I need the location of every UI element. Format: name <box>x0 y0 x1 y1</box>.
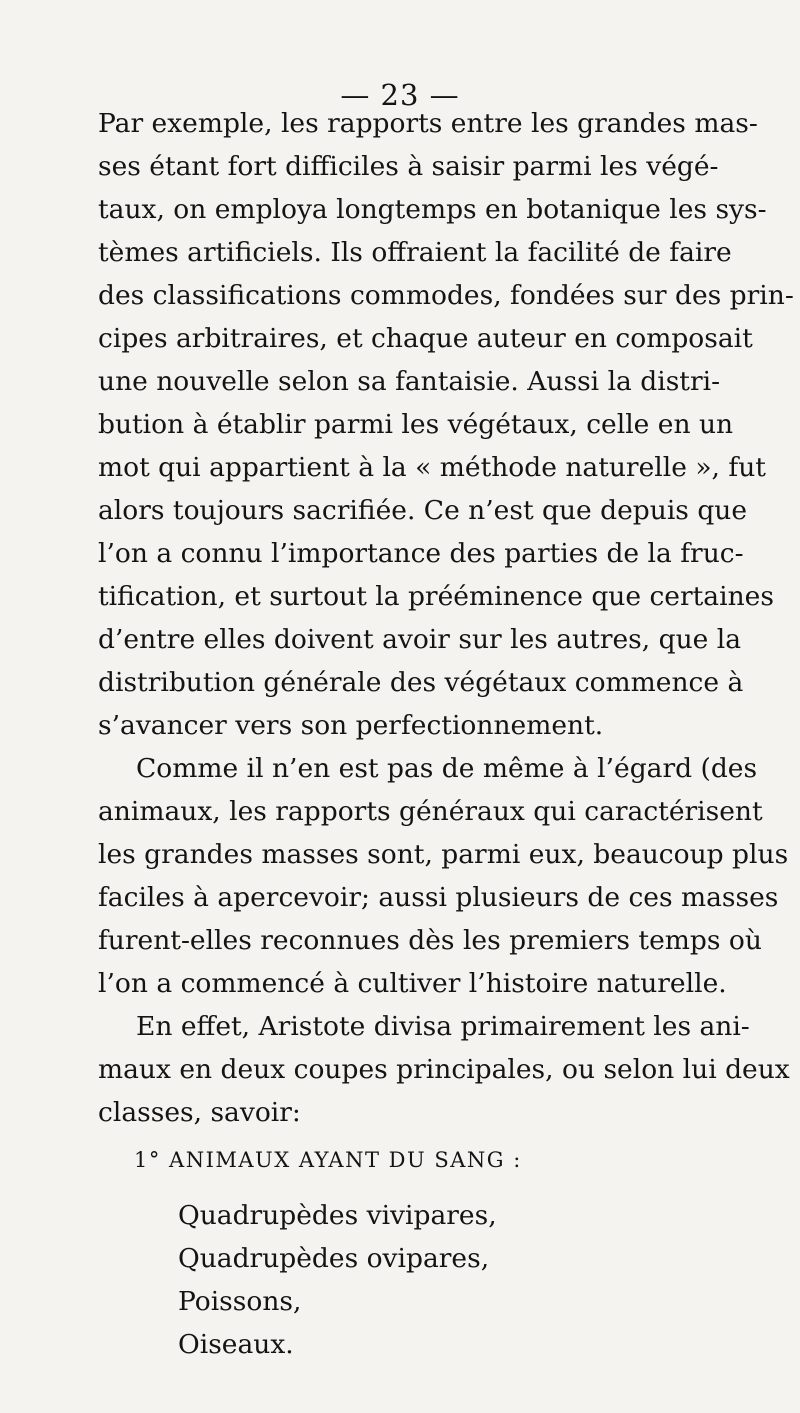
paragraph-1-line-7: une nouvelle selon sa fantaisie. Aussi la distri- <box>98 366 721 397</box>
paragraph-1-line-14: distribution générale des végétaux commence à <box>98 667 744 698</box>
paragraph-3-line-3: classes, savoir: <box>98 1097 301 1128</box>
paragraph-3-line-2: maux en deux coupes principales, ou selon lui deux <box>98 1054 790 1085</box>
paragraph-1-line-6: cipes arbitraires, et chaque auteur en composait <box>98 323 753 354</box>
paragraph-2-line-2: animaux, les rapports généraux qui caractérisent <box>98 796 763 827</box>
paragraph-1-line-15: s’avancer vers son perfectionnement. <box>98 710 604 741</box>
paragraph-1-line-8: bution à établir parmi les végétaux, celle en un <box>98 409 734 440</box>
paragraph-2-line-4: faciles à apercevoir; aussi plusieurs de ces masses <box>98 882 779 913</box>
paragraph-1-line-5: des classifications commodes, fondées sur des prin- <box>98 280 794 311</box>
list-item: Quadrupèdes vivipares, <box>178 1200 497 1231</box>
paragraph-1-line-10: alors toujours sacrifiée. Ce n’est que depuis que <box>98 495 748 526</box>
paragraph-1-line-1: Par exemple, les rapports entre les grandes mas- <box>98 108 758 139</box>
paragraph-1-line-3: taux, on employa longtemps en botanique les sys- <box>98 194 767 225</box>
paragraph-2-line-1: Comme il n’en est pas de même à l’égard (des <box>136 753 758 784</box>
paragraph-2-line-5: furent-elles reconnues dès les premiers temps où <box>98 925 762 956</box>
list-item: Oiseaux. <box>178 1329 294 1360</box>
paragraph-3-line-1: En effet, Aristote divisa primairement les ani- <box>136 1011 750 1042</box>
list-item: Quadrupèdes ovipares, <box>178 1243 490 1274</box>
page-number: — 23 — <box>340 78 460 112</box>
paragraph-1-line-4: tèmes artificiels. Ils offraient la facilité de faire <box>98 237 732 268</box>
section-heading: 1° ANIMAUX AYANT DU SANG : <box>134 1148 522 1172</box>
paragraph-1-line-2: ses étant fort difficiles à saisir parmi les végé- <box>98 151 719 182</box>
paragraph-1-line-9: mot qui appartient à la « méthode naturelle », fut <box>98 452 766 483</box>
paragraph-1-line-13: d’entre elles doivent avoir sur les autres, que la <box>98 624 742 655</box>
paragraph-1-line-12: tification, et surtout la prééminence que certaines <box>98 581 774 612</box>
paragraph-2-line-6: l’on a commencé à cultiver l’histoire naturelle. <box>98 968 727 999</box>
paragraph-1-line-11: l’on a connu l’importance des parties de la fruc- <box>98 538 744 569</box>
paragraph-2-line-3: les grandes masses sont, parmi eux, beaucoup plus <box>98 839 789 870</box>
list-item: Poissons, <box>178 1286 302 1317</box>
